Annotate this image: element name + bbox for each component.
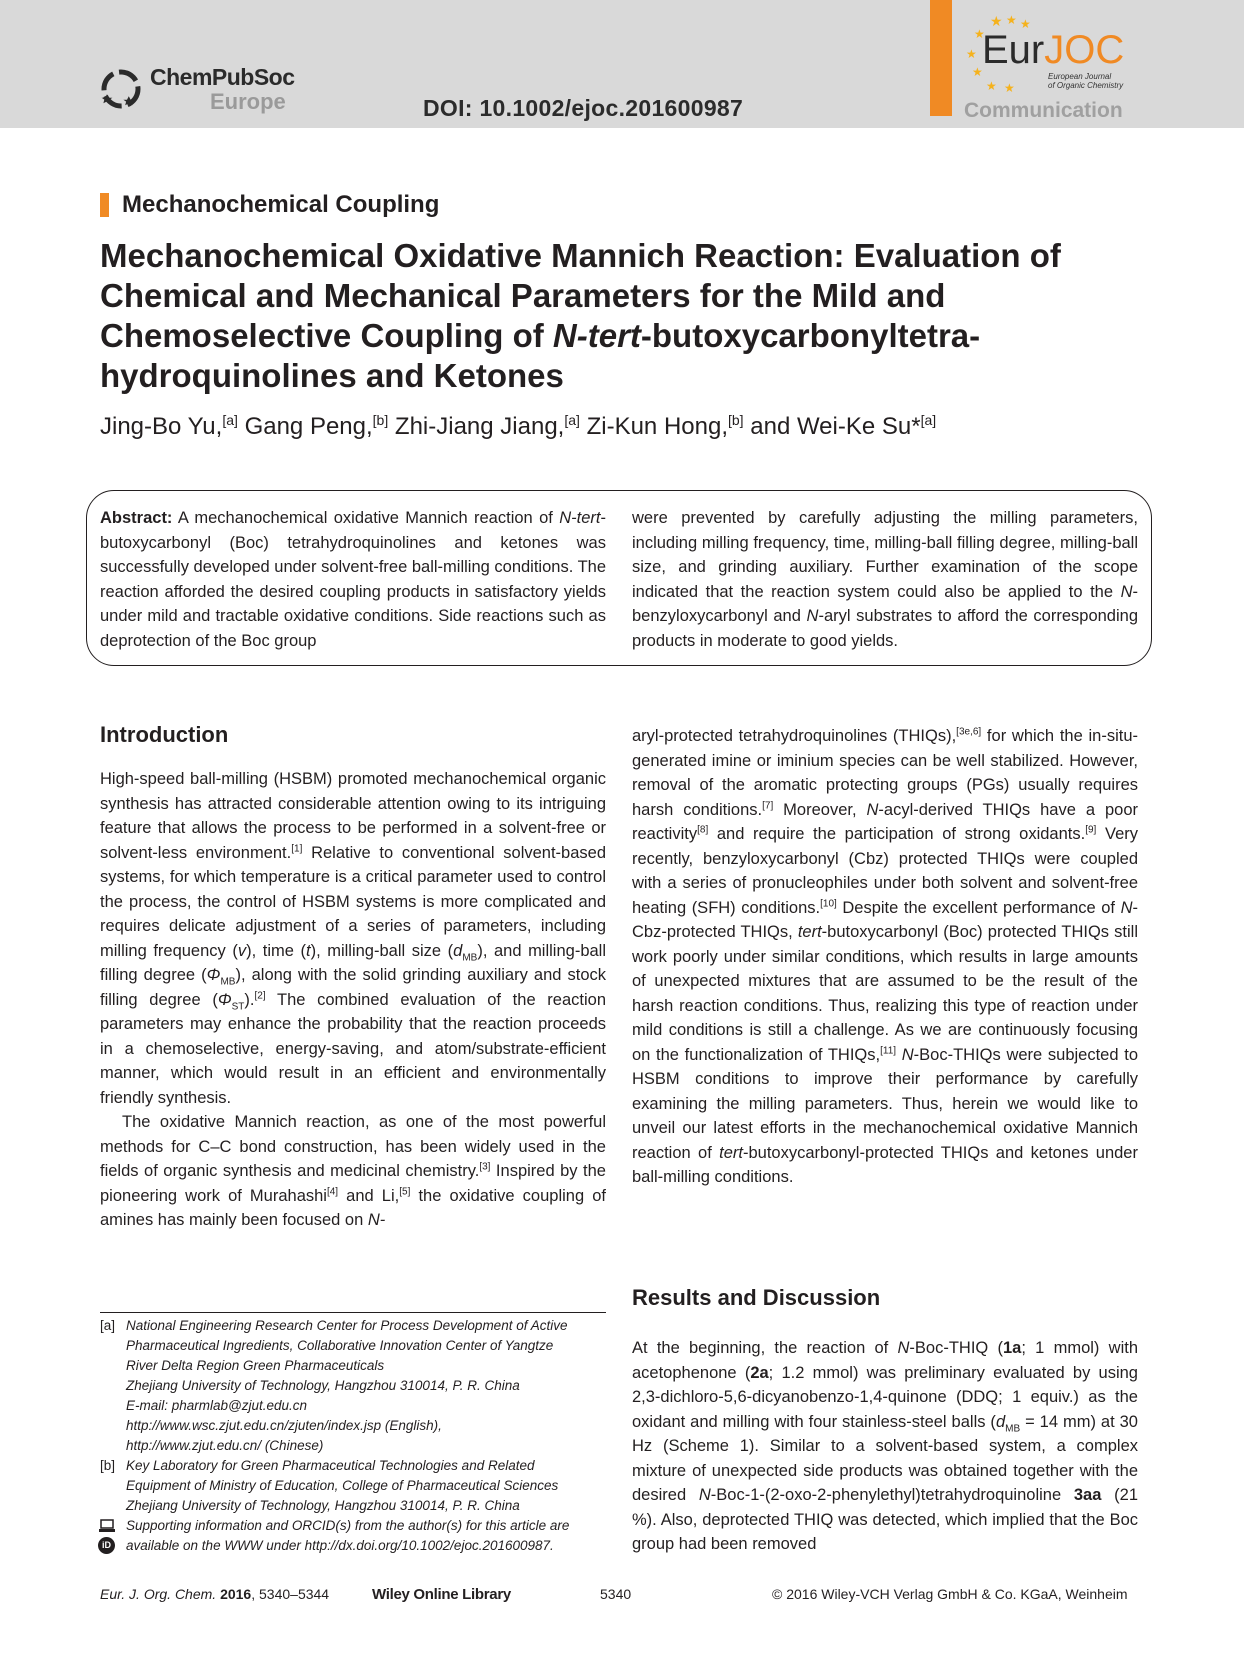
footnote-supporting-info: Supporting information and ORCID(s) from the author(s) for this article are available on the WWW under http://dx.doi.org/10.1002/ejoc.201600987.: [100, 1516, 606, 1556]
abstract-right: were prevented by carefully adjusting the milling parameters, including milling frequency, time, milling-ball filling degree, milling-ball size, and grinding auxiliary. Further examination of the scope indicated that the reaction system could also be applied to the N-benzyloxycarbonyl and N-aryl substrates to afford the corresponding products in moderate to good yields.: [632, 509, 1138, 650]
footnote-b: [b] Key Laboratory for Green Pharmaceutical Technologies and Related Equipment of Ministry of Education, College of Pharmaceutical Sciences Zhejiang University of Technology, Hangzhou 310014, P. R. China: [100, 1458, 559, 1513]
svg-text:★: ★: [972, 65, 983, 79]
introduction-heading: Introduction: [100, 722, 229, 747]
footnote-a: [a] National Engineering Research Center for Process Development of Active Pharmaceutical Ingredients, Collaborative Innovation Center of Yangtze River Delta Region Green Pharmaceuticals Zhejiang University of Technology, Hangzhou 310014, P. R. China E-mail: pharmlab@zjut.edu.cn http://www.wsc.zjut.edu.cn/zjuten/index.jsp (English), http://www.zjut.edu.cn/ (Chinese): [100, 1316, 606, 1456]
footnote-rule: [100, 1312, 606, 1313]
results-column: [632, 1336, 1138, 1557]
svg-text:★: ★: [1006, 13, 1017, 27]
intro-paragraph-2: The oxidative Mannich reaction, as one of the most powerful methods for C–C bond construction, has been widely used in the fields of organic synthesis and medicinal chemistry.[3] Inspired by the pioneering work of Murahashi[4] and Li,[5] the oxidative coupling of amines has mainly been focused on N-: [100, 1113, 607, 1229]
kicker-bar: [100, 193, 109, 217]
contact-email[interactable]: E-mail: pharmlab@zjut.edu.cn: [126, 1398, 308, 1413]
results-paragraph-1: At the beginning, the reaction of N-Boc-THIQ (1a; 1 mmol) with acetophenone (2a; 1.2 mmol) was preliminary evaluated by using 2,3-dichloro-5,6-dicyanobenzo-1,4-quinone (DDQ; 1 equiv.) as the oxidant and milling with four stainless-steel balls ($d_{MB} = 14$ mm) at 30 Hz (Scheme 1). Similar to a solvent-based system, a complex mixture of unexpected side products was obtained together with the desired N-Boc-1-(2-oxo-2-phenylethyl)tetrahydroquinoline 3aa (21 %). Also, deprotected THIQ was detected, which implied that the Boc group had been removed: [632, 1339, 1138, 1553]
abstract-left: Abstract: A mechanochemical oxidative Mannich reaction of N-tert-butoxycarbonyl (Boc) tetrahydroquinolines and ketones was successfully developed under solvent-free ball-milling conditions. The reaction afforded the desired coupling products in satisfactory yields under mild and tractable oxidative conditions. Side reactions such as deprotection of the Boc group: [100, 509, 606, 650]
publisher-sub: Europe: [210, 89, 286, 114]
svg-text:★: ★: [986, 79, 997, 93]
article-title: Mechanochemical Oxidative Mannich Reaction: Evaluation of Chemical and Mechanical Parameters for the Mild and Chemoselective Coupling of N-tert-butoxycarbonyltetra- hydroquinolines and Ketones: [100, 237, 1061, 394]
chempubsoc-emblem-icon: [98, 66, 144, 112]
svg-text:★: ★: [1020, 17, 1031, 31]
logo-eur: EurJOC: [982, 28, 1125, 72]
article-type: Communication: [964, 99, 1123, 122]
supporting-info-link[interactable]: available on the WWW under http://dx.doi.org/10.1002/ejoc.201600987.: [126, 1538, 554, 1553]
svg-text:★: ★: [974, 27, 985, 41]
svg-text:★: ★: [966, 47, 977, 61]
doi[interactable]: DOI: 10.1002/ejoc.201600987: [423, 95, 744, 121]
chempubsoc-logo: [98, 60, 298, 122]
kicker-text: Mechanochemical Coupling: [122, 191, 440, 218]
intro-right-column: [632, 724, 1138, 1190]
publisher-name: ChemPubSoc: [150, 64, 295, 90]
url-chinese[interactable]: http://www.zjut.edu.cn/ (Chinese): [126, 1438, 324, 1453]
wiley-online-library[interactable]: Wiley Online Library: [372, 1586, 511, 1603]
logo-tagline: European Journal of Organic Chemistry: [1048, 72, 1124, 90]
orcid-icon: iD: [98, 1537, 115, 1554]
results-heading: Results and Discussion: [632, 1285, 881, 1310]
url-english[interactable]: http://www.wsc.zjut.edu.cn/zjuten/index.jsp (English),: [126, 1418, 442, 1433]
copyright: © 2016 Wiley-VCH Verlag GmbH & Co. KGaA, Weinheim: [772, 1586, 1128, 1602]
page-number: 5340: [600, 1586, 632, 1602]
svg-text:★: ★: [1004, 81, 1015, 94]
intro-paragraph-1: High-speed ball-milling (HSBM) promoted mechanochemical organic synthesis has attracted considerable attention owing to its intriguing feature that allows the process to be performed in a solvent-free or solvent-less environment.[1] Relative to conventional solvent-based systems, for which temperature is a critical parameter used to control the process, the control of HSBM systems is more complicated and requires delicate adjustment of a series of parameters, including milling frequency (v), time (t), milling-ball size $(d_{MB})$, and milling-ball filling degree $(\Phi_{MB})$, along with the solid grinding auxiliary and stock filling degree $(\Phi_{ST}).[2]$ The combined evaluation of the reaction parameters may enhance the probability that the reaction proceeds in a chemoselective, energy-saving, and atom/substrate-efficient manner, which would result in an efficient and environmentally friendly synthesis.: [100, 770, 607, 1107]
author-list: Jing-Bo Yu,[a] Gang Peng,[b] Zhi-Jiang Jiang,[a] Zi-Kun Hong,[b] and Wei-Ke Su*[a]: [100, 412, 937, 440]
intro-left-column: [100, 767, 606, 1233]
intro-paragraph-3: aryl-protected tetrahydroquinolines (THIQs),[3e,6] for which the in-situ-generated imine or iminium species can be well stabilized. However, removal of the aromatic protecting groups (PGs) usually requires harsh conditions.[7] Moreover, N-acyl-derived THIQs have a poor reactivity[8] and require the participation of strong oxidants.[9] Very recently, benzyloxycarbonyl (Cbz) protected THIQs were coupled with a series of pronucleophiles under both solvent and solvent-free heating (SFH) conditions.[10] Despite the excellent performance of N-Cbz-protected THIQs, tert-butoxycarbonyl (Boc) protected THIQs still work poorly under similar conditions, which results in large amounts of unexpected mixtures that are assumed to be the result of the harsh reaction conditions. Thus, realizing this type of reaction under mild conditions is still a challenge. As we are continuously focusing on the functionalization of THIQs,[11] N-Boc-THIQs were subjected to HSBM conditions to improve their performance by carefully examining the milling parameters. Thus, herein we would like to unveil our latest efforts in the mechanochemical oxidative Mannich reaction of tert-butoxycarbonyl-protected THIQs and ketones under ball-milling conditions.: [632, 726, 1139, 1186]
footer-citation: Eur. J. Org. Chem. 2016, 5340–5344: [100, 1586, 330, 1602]
eurjoc-logo: [962, 10, 1142, 94]
header-accent-bar: [930, 0, 952, 116]
svg-text:★: ★: [990, 14, 1003, 30]
